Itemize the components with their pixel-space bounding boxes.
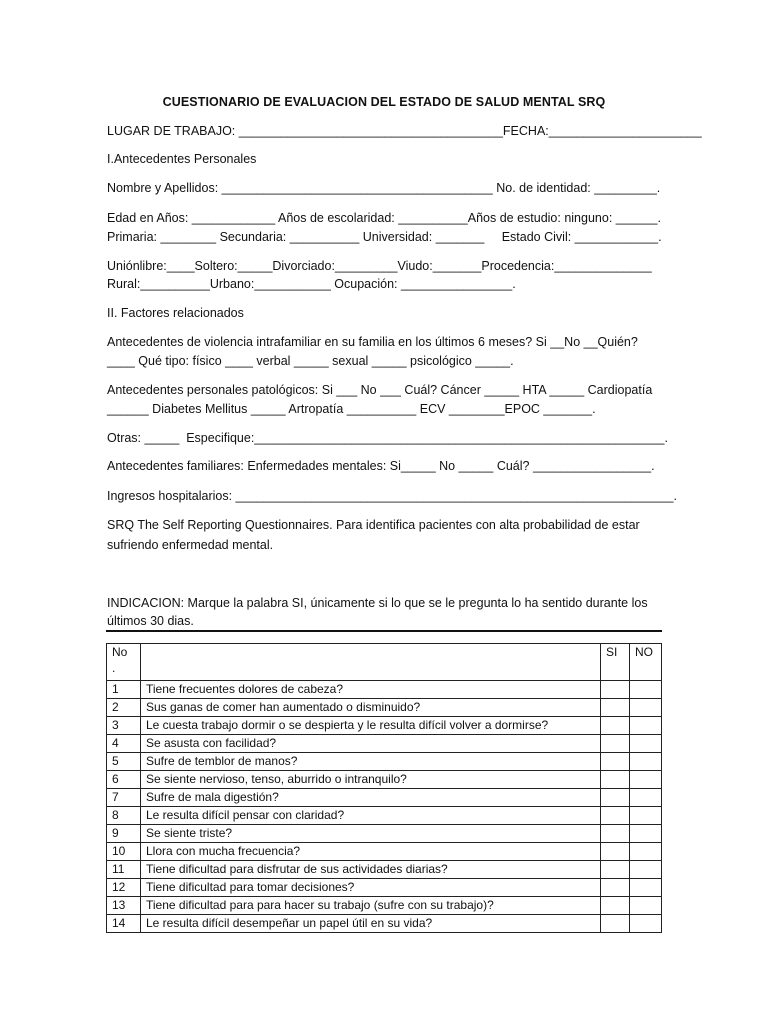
answer-no-checkbox[interactable] xyxy=(630,843,662,861)
question-text: Sufre de mala digestión? xyxy=(141,789,601,807)
question-number: 14 xyxy=(107,915,141,933)
answer-no-checkbox[interactable] xyxy=(630,771,662,789)
answer-si-checkbox[interactable] xyxy=(601,717,630,735)
question-text: Llora con mucha frecuencia? xyxy=(141,843,601,861)
horizontal-rule xyxy=(106,630,662,632)
name-id-line: Nombre y Apellidos: _______________________________________ No. de identidad: _________. xyxy=(107,181,661,195)
answer-si-checkbox[interactable] xyxy=(601,915,630,933)
section-personal-heading: I.Antecedentes Personales xyxy=(107,152,257,166)
answer-si-checkbox[interactable] xyxy=(601,681,630,699)
answer-no-checkbox[interactable] xyxy=(630,789,662,807)
answer-si-checkbox[interactable] xyxy=(601,807,630,825)
answer-si-checkbox[interactable] xyxy=(601,861,630,879)
table-row xyxy=(107,807,662,825)
answer-no-checkbox[interactable] xyxy=(630,681,662,699)
table-row xyxy=(107,879,662,897)
table-row xyxy=(107,735,662,753)
table-row xyxy=(107,915,662,933)
header-number-label: No xyxy=(112,645,128,659)
table-row xyxy=(107,717,662,735)
questionnaire-table xyxy=(106,643,662,933)
question-text: Se asusta con facilidad? xyxy=(141,735,601,753)
answer-si-checkbox[interactable] xyxy=(601,789,630,807)
question-text: Le resulta difícil pensar con claridad? xyxy=(141,807,601,825)
srq-description-line-1: SRQ The Self Reporting Questionnaires. Para identifica pacientes con alta probabilidad de estar xyxy=(107,518,640,532)
marital-origin-line: Uniónlibre:____Soltero:_____Divorciado:_________Viudo:_______Procedencia:______________ xyxy=(107,259,652,273)
question-text: Tiene frecuentes dolores de cabeza? xyxy=(141,681,601,699)
table-row xyxy=(107,789,662,807)
table-row xyxy=(107,897,662,915)
answer-no-checkbox[interactable] xyxy=(630,825,662,843)
question-number: 7 xyxy=(107,789,141,807)
schooling-civil-status-line: Primaria: ________ Secundaria: __________ Universidad: _______ Estado Civil: ____________. xyxy=(107,230,662,244)
question-text: Le resulta difícil desempeñar un papel útil en su vida? xyxy=(141,915,601,933)
header-question-cell xyxy=(141,644,601,681)
header-si-cell: SI xyxy=(601,644,630,681)
answer-si-checkbox[interactable] xyxy=(601,897,630,915)
table-row xyxy=(107,771,662,789)
rural-urban-occupation-line: Rural:__________Urbano:___________ Ocupación: ________________. xyxy=(107,277,516,291)
question-number: 9 xyxy=(107,825,141,843)
answer-si-checkbox[interactable] xyxy=(601,771,630,789)
answer-si-checkbox[interactable] xyxy=(601,879,630,897)
table-row xyxy=(107,861,662,879)
srq-description-line-2: sufriendo enfermedad mental. xyxy=(107,538,274,552)
table-row xyxy=(107,843,662,861)
age-education-line: Edad en Años: ____________ Años de escolaridad: __________Años de estudio: ninguno: ______. xyxy=(107,211,661,225)
table-row xyxy=(107,825,662,843)
question-number: 8 xyxy=(107,807,141,825)
question-number: 6 xyxy=(107,771,141,789)
answer-no-checkbox[interactable] xyxy=(630,897,662,915)
question-number: 10 xyxy=(107,843,141,861)
violence-line-1: Antecedentes de violencia intrafamiliar en su familia en los últimos 6 meses? Si __No __Quién? xyxy=(107,335,638,349)
answer-no-checkbox[interactable] xyxy=(630,699,662,717)
pathology-line-1: Antecedentes personales patológicos: Si ___ No ___ Cuál? Cáncer _____ HTA _____ Cardiopatía xyxy=(107,383,653,397)
question-text: Se siente nervioso, tenso, aburrido o intranquilo? xyxy=(141,771,601,789)
question-text: Sus ganas de comer han aumentado o disminuido? xyxy=(141,699,601,717)
question-text: Se siente triste? xyxy=(141,825,601,843)
answer-no-checkbox[interactable] xyxy=(630,735,662,753)
answer-no-checkbox[interactable] xyxy=(630,861,662,879)
violence-line-2: ____ Qué tipo: físico ____ verbal _____ sexual _____ psicológico _____. xyxy=(107,354,514,368)
others-line: Otras: _____ Especifique:___________________________________________________________. xyxy=(107,431,668,445)
family-history-line: Antecedentes familiares: Enfermedades mentales: Si_____ No _____ Cuál? _________________. xyxy=(107,459,655,473)
question-number: 13 xyxy=(107,897,141,915)
question-number: 1 xyxy=(107,681,141,699)
header-no-cell: NO xyxy=(630,644,662,681)
answer-si-checkbox[interactable] xyxy=(601,699,630,717)
answer-no-checkbox[interactable] xyxy=(630,807,662,825)
question-text: Tiene dificultad para tomar decisiones? xyxy=(141,879,601,897)
table-row xyxy=(107,753,662,771)
answer-si-checkbox[interactable] xyxy=(601,753,630,771)
question-text: Tiene dificultad para para hacer su trabajo (sufre con su trabajo)? xyxy=(141,897,601,915)
answer-si-checkbox[interactable] xyxy=(601,843,630,861)
question-text: Tiene dificultad para disfrutar de sus actividades diarias? xyxy=(141,861,601,879)
section-factors-heading: II. Factores relacionados xyxy=(107,306,244,320)
table-header-row xyxy=(107,644,662,681)
answer-si-checkbox[interactable] xyxy=(601,735,630,753)
pathology-line-2: ______ Diabetes Mellitus _____ Artropatía __________ ECV ________EPOC _______. xyxy=(107,402,596,416)
document-title: CUESTIONARIO DE EVALUACION DEL ESTADO DE SALUD MENTAL SRQ xyxy=(162,95,606,109)
instruction-line-1: INDICACION: Marque la palabra SI, únicamente si lo que se le pregunta lo ha sentido durante los xyxy=(107,596,648,610)
question-text: Le cuesta trabajo dormir o se despierta y le resulta difícil volver a dormirse? xyxy=(141,717,601,735)
question-number: 12 xyxy=(107,879,141,897)
hospital-admissions-line: Ingresos hospitalarios: _______________________________________________________________. xyxy=(107,489,677,503)
question-text: Sufre de temblor de manos? xyxy=(141,753,601,771)
workplace-date-line: LUGAR DE TRABAJO: ______________________________________FECHA:______________________ xyxy=(107,124,702,138)
header-number-dot: . xyxy=(112,661,116,675)
question-number: 11 xyxy=(107,861,141,879)
header-number-cell xyxy=(107,644,141,681)
answer-no-checkbox[interactable] xyxy=(630,915,662,933)
answer-no-checkbox[interactable] xyxy=(630,717,662,735)
answer-no-checkbox[interactable] xyxy=(630,879,662,897)
question-number: 3 xyxy=(107,717,141,735)
table-row xyxy=(107,699,662,717)
question-number: 5 xyxy=(107,753,141,771)
answer-si-checkbox[interactable] xyxy=(601,825,630,843)
answer-no-checkbox[interactable] xyxy=(630,753,662,771)
question-number: 4 xyxy=(107,735,141,753)
table-row xyxy=(107,681,662,699)
instruction-line-2: últimos 30 dias. xyxy=(107,614,194,628)
question-number: 2 xyxy=(107,699,141,717)
